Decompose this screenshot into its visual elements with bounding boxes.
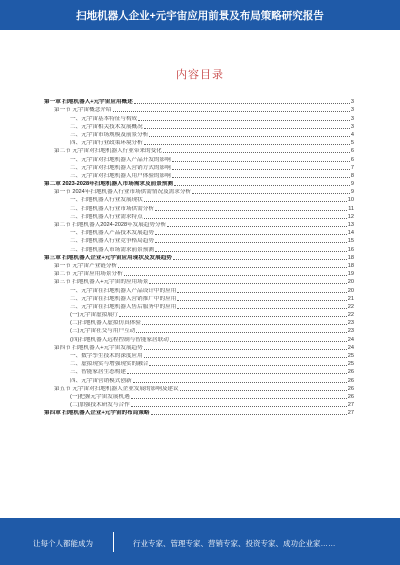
toc-entry-page: 18 xyxy=(347,262,354,269)
toc-entry-page: 6 xyxy=(350,156,354,163)
toc-leader-dots xyxy=(142,324,347,325)
toc-entry-label: (一)元宇宙虚拟展厅 xyxy=(70,312,119,319)
footer-divider xyxy=(113,532,114,552)
toc-entry-label: 第二章 2023-2028年扫地机器人市场需求及前景预测 xyxy=(44,181,173,188)
toc-entry-label: 第二节 元宇宙对扫地机器人行业带来的变化 xyxy=(54,148,162,155)
toc-entry-page: 16 xyxy=(347,246,354,253)
toc-entry-label: 第一章 扫地机器人+元宇宙应用概述 xyxy=(44,99,133,106)
toc-subsection[interactable] xyxy=(44,122,354,130)
toc-leader-dots xyxy=(136,332,347,333)
toc-leader-dots xyxy=(177,292,346,293)
footer-banner xyxy=(0,518,400,565)
toc-entry-page: 27 xyxy=(347,402,354,409)
toc-leader-dots xyxy=(172,161,350,162)
toc-leader-dots xyxy=(144,128,350,129)
toc-entry-page: 22 xyxy=(347,303,354,310)
toc-section[interactable] xyxy=(44,187,354,195)
toc-entry-page: 25 xyxy=(347,361,354,368)
toc-entry-page: 20 xyxy=(347,279,354,286)
toc-subsection[interactable] xyxy=(44,244,354,252)
toc-leader-dots xyxy=(155,210,347,211)
toc-entry-label: 一、元宇宙在扫地机器人产品设计中的应用 xyxy=(70,287,177,294)
toc-entry-label: 一、扫地机器人产品技术发展趋势 xyxy=(70,230,154,237)
toc-leader-dots xyxy=(144,144,350,145)
toc-leader-dots xyxy=(167,226,347,227)
toc-leader-dots xyxy=(149,365,346,366)
toc-leader-dots xyxy=(144,201,347,202)
toc-entry-page: 21 xyxy=(347,295,354,302)
toc-leader-dots xyxy=(174,185,350,186)
toc-section[interactable] xyxy=(44,343,354,351)
toc-entry-label: 第二节 扫地机器人2024-2028年发展趋势分析 xyxy=(54,222,167,228)
toc-entry-page: 3 xyxy=(350,115,354,122)
toc-leader-dots xyxy=(131,406,347,407)
toc-entry-label: 第三章 扫地机器人企业+元宇宙应用现状及发展趋势 xyxy=(44,254,172,261)
toc-subsection[interactable] xyxy=(44,375,354,383)
toc-section[interactable] xyxy=(44,146,354,154)
toc-entry-page: 19 xyxy=(347,271,354,278)
toc-chapter[interactable] xyxy=(44,97,354,105)
toc-entry-page: 4 xyxy=(350,131,354,138)
toc-entry-label: 第三节 扫地机器人+元宇宙的应用场景 xyxy=(54,279,149,286)
toc-entry-page: 22 xyxy=(347,312,354,319)
toc-leader-dots xyxy=(124,275,347,276)
toc-subsection[interactable] xyxy=(44,203,354,211)
header-banner xyxy=(0,0,400,30)
toc-subsection[interactable] xyxy=(44,130,354,138)
toc-subsection[interactable] xyxy=(44,171,354,179)
toc-subsection[interactable] xyxy=(44,318,354,326)
footer-slogan: 让每个人都能成为 xyxy=(33,539,93,548)
toc-leader-dots xyxy=(133,382,347,383)
toc-leader-dots xyxy=(155,242,347,243)
toc-leader-dots xyxy=(172,169,350,170)
toc-entry-label: 第四章 扫地机器人企业+元宇宙的布局策略 xyxy=(44,410,150,417)
toc-entry-page: 26 xyxy=(347,385,354,392)
toc-subsection[interactable] xyxy=(44,351,354,359)
toc-entry-page: 3 xyxy=(350,99,354,106)
toc-leader-dots xyxy=(192,193,350,194)
toc-entry-page: 13 xyxy=(347,222,354,228)
toc-entry-label: (二)加强技术研发与合作 xyxy=(70,402,130,409)
toc-leader-dots xyxy=(144,357,347,358)
toc-entry-label: (二)扫地机器人虚拟仿真体验 xyxy=(70,320,141,327)
toc-entry-label: 二、虚拟现实与增强现实的融合 xyxy=(70,361,149,368)
toc-subsection[interactable] xyxy=(44,367,354,375)
toc-entry-page: 24 xyxy=(347,336,354,343)
toc-subsection[interactable] xyxy=(44,236,354,244)
toc-entry-page: 14 xyxy=(347,230,354,237)
toc-chapter[interactable] xyxy=(44,179,354,187)
toc-subsection[interactable] xyxy=(44,359,354,367)
toc-entry-page: 23 xyxy=(347,328,354,335)
toc-subsection[interactable] xyxy=(44,138,354,146)
toc-entry-label: 四、元宇宙营销模式创新 xyxy=(70,377,132,384)
toc-section[interactable] xyxy=(44,105,354,113)
toc-leader-dots xyxy=(127,373,347,374)
report-title: 扫地机器人企业+元宇宙应用前景及布局策略研究报告 xyxy=(76,10,324,22)
toc-chapter[interactable] xyxy=(44,253,354,261)
toc-section[interactable] xyxy=(44,269,354,277)
toc-leader-dots xyxy=(151,414,347,415)
toc-entry-label: 一、数字孪生技术的深度应用 xyxy=(70,353,143,359)
toc-leader-dots xyxy=(172,177,350,178)
toc-entry-page: 24 xyxy=(347,344,354,351)
toc-subsection[interactable] xyxy=(44,113,354,121)
toc-entry-label: 二、元宇宙相关技术发展概况 xyxy=(70,123,143,130)
toc-leader-dots xyxy=(149,283,346,284)
toc-leader-dots xyxy=(113,111,350,112)
toc-subsection[interactable] xyxy=(44,310,354,318)
toc-entry-page: 5 xyxy=(350,140,354,147)
toc-entry-page: 10 xyxy=(347,197,354,204)
toc-entry-label: (三)元宇宙社交与用户互动 xyxy=(70,328,136,335)
toc-entry-page: 11 xyxy=(348,205,354,212)
toc-entry-page: 9 xyxy=(350,189,354,196)
toc-entry-page: 3 xyxy=(350,107,354,114)
toc-entry-label: 一、元宇宙对扫地机器人产品开发的影响 xyxy=(70,156,171,163)
toc-leader-dots xyxy=(144,218,347,219)
toc-subsection[interactable] xyxy=(44,154,354,162)
toc-leader-dots xyxy=(177,308,346,309)
toc-leader-dots xyxy=(118,267,347,268)
toc-entry-label: 第五节 元宇宙对扫地机器人企业发展的影响及建议 xyxy=(54,385,179,392)
toc-entry-label: 第二节 元宇宙应用场景分析 xyxy=(54,271,123,278)
toc-subsection[interactable] xyxy=(44,228,354,236)
toc-leader-dots xyxy=(144,349,347,350)
toc-leader-dots xyxy=(119,316,346,317)
toc-entry-page: 25 xyxy=(347,353,354,359)
toc-entry-page: 3 xyxy=(350,123,354,130)
toc-entry-label: 一、扫地机器人行业发展现状 xyxy=(70,197,143,204)
toc-entry-page: 7 xyxy=(350,164,354,171)
toc-entry-page: 26 xyxy=(347,369,354,376)
toc-section[interactable] xyxy=(44,220,354,228)
toc-entry-label: 第四节 扫地机器人+元宇宙发展趋势 xyxy=(54,344,143,351)
toc-leader-dots xyxy=(138,120,350,121)
toc-subsection[interactable] xyxy=(44,294,354,302)
toc-entry-label: 第一节 元宇宙概念介绍 xyxy=(54,107,112,114)
toc-leader-dots xyxy=(163,152,350,153)
toc-entry-label: 二、元宇宙对扫地机器人营销方式的影响 xyxy=(70,164,171,171)
toc-subsection[interactable] xyxy=(44,334,354,342)
toc-entry-page: 27 xyxy=(347,410,354,417)
toc-entry-label: 第一节 元宇宙产业链分析 xyxy=(54,262,118,269)
table-of-contents xyxy=(44,97,354,416)
toc-entry-page: 20 xyxy=(347,287,354,294)
toc-entry-page: 8 xyxy=(350,172,354,179)
toc-leader-dots xyxy=(170,341,347,342)
toc-section[interactable] xyxy=(44,384,354,392)
toc-leader-dots xyxy=(134,103,350,104)
toc-entry-label: 二、元宇宙在扫地机器人营销推广中的应用 xyxy=(70,295,177,302)
toc-section[interactable] xyxy=(44,261,354,269)
toc-leader-dots xyxy=(155,251,347,252)
toc-entry-page: 18 xyxy=(347,254,354,261)
toc-subsection[interactable] xyxy=(44,392,354,400)
toc-entry-page: 9 xyxy=(350,181,354,188)
toc-subsection[interactable] xyxy=(44,302,354,310)
toc-entry-label: 三、元宇宙在扫地机器人售后服务中的应用 xyxy=(70,303,177,310)
toc-entry-label: 二、扫地机器人行业竞争格局趋势 xyxy=(70,238,154,245)
toc-leader-dots xyxy=(180,390,347,391)
toc-chapter[interactable] xyxy=(44,408,354,416)
toc-entry-label: 一、元宇宙基本特征与构成 xyxy=(70,115,138,122)
toc-subsection[interactable] xyxy=(44,400,354,408)
toc-entry-label: 三、智能家居生态构建 xyxy=(70,369,126,376)
toc-leader-dots xyxy=(155,234,347,235)
toc-leader-dots xyxy=(149,136,350,137)
toc-entry-label: 三、扫地机器人行业需求特点 xyxy=(70,213,143,220)
toc-entry-label: 三、元宇宙对扫地机器人用户体验的影响 xyxy=(70,172,171,179)
toc-entry-label: 三、扫地机器人市场需求前景预测 xyxy=(70,246,154,253)
toc-subsection[interactable] xyxy=(44,195,354,203)
toc-entry-label: 四、元宇宙行业政策环境分析 xyxy=(70,140,143,147)
toc-entry-label: (一)把握元宇宙发展机遇 xyxy=(70,393,130,400)
toc-leader-dots xyxy=(177,300,346,301)
toc-leader-dots xyxy=(131,398,347,399)
toc-subsection[interactable] xyxy=(44,163,354,171)
toc-entry-label: 三、元宇宙市场规模及前景分析 xyxy=(70,131,149,138)
toc-title: 内容目录 xyxy=(176,69,224,81)
toc-entry-page: 26 xyxy=(347,393,354,400)
toc-entry-page: 12 xyxy=(347,213,354,220)
toc-subsection[interactable] xyxy=(44,326,354,334)
toc-entry-label: 第一节 2024年扫地机器人行业市场供需情况及需求分析 xyxy=(54,189,192,196)
toc-entry-page: 15 xyxy=(347,238,354,245)
toc-entry-page: 6 xyxy=(350,148,354,155)
toc-subsection[interactable] xyxy=(44,285,354,293)
toc-entry-page: 23 xyxy=(347,320,354,327)
toc-entry-label: (四)扫地机器人远程控制与智能家居联动 xyxy=(70,336,169,343)
footer-tagline: 行业专家、管理专家、营销专家、投资专家、成功企业家…… xyxy=(133,539,336,548)
toc-section[interactable] xyxy=(44,277,354,285)
toc-entry-label: 二、扫地机器人行业市场供需分析 xyxy=(70,205,154,212)
toc-subsection[interactable] xyxy=(44,212,354,220)
toc-leader-dots xyxy=(173,259,347,260)
toc-entry-page: 26 xyxy=(347,377,354,384)
